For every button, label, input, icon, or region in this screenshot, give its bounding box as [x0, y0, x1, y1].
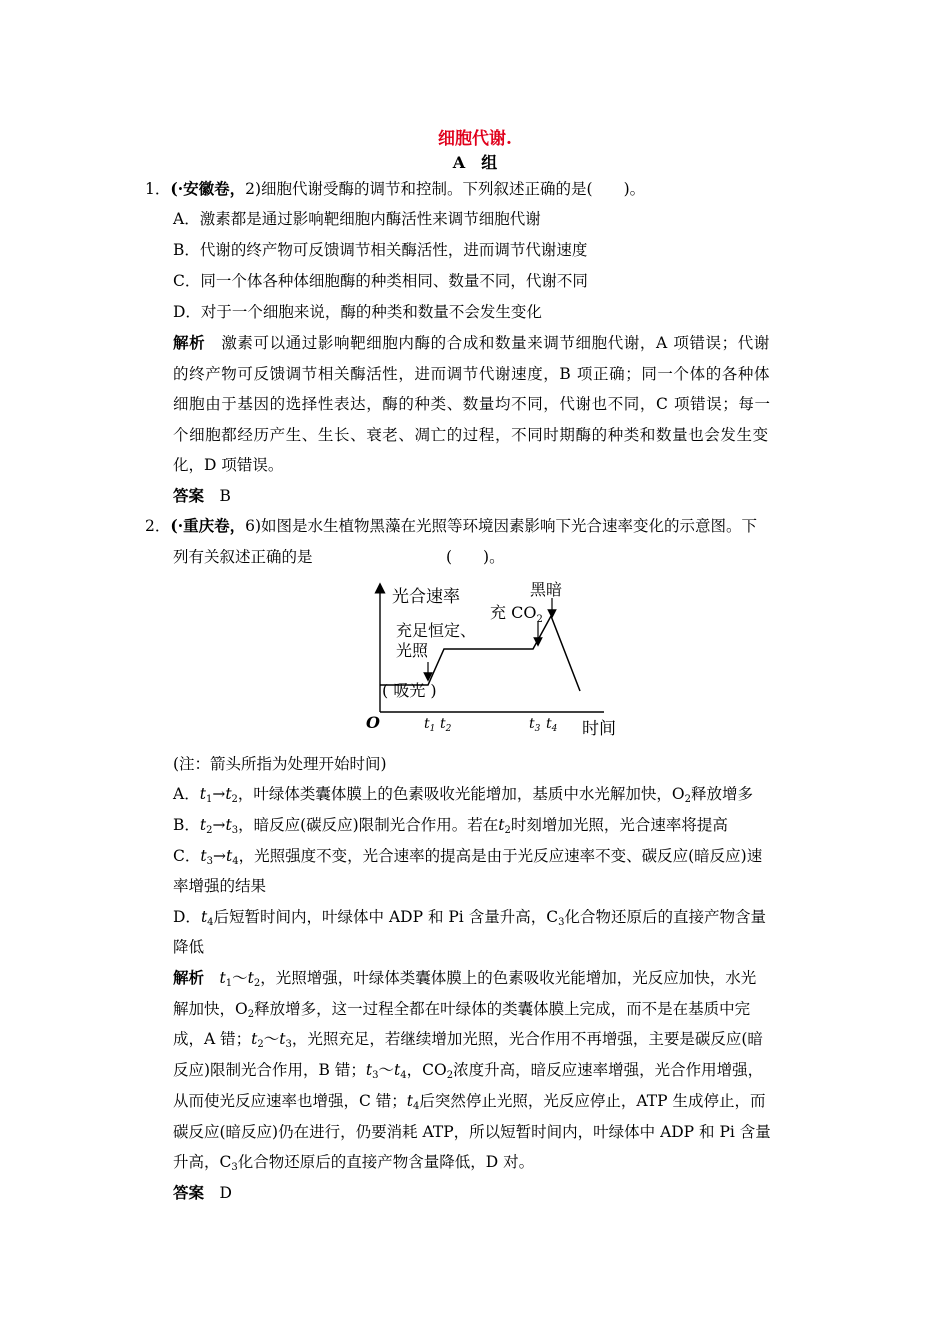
q1-option-d: D．对于一个细胞来说，酶的种类和数量不会发生变化	[173, 303, 542, 321]
q1-analysis-line2: 的终产物可反馈调节相关酶活性，进而调节代谢速度，B 项正确；同一个体的各种体	[173, 365, 771, 383]
q1-stem: 1．(·安徽卷，2)细胞代谢受酶的调节和控制。下列叙述正确的是( )。	[145, 179, 646, 198]
photosynthesis-rate-chart	[360, 578, 630, 743]
tick-t1: $t_1$	[424, 716, 436, 734]
q1-option-b: B．代谢的终产物可反馈调节相关酶活性，进而调节代谢速度	[173, 241, 588, 259]
tick-t2: $t_2$	[440, 716, 452, 734]
q2-stem-line1: 2．(·重庆卷，6)如图是水生植物黑藻在光照等环境因素影响下光合速率变化的示意图。下	[145, 516, 758, 535]
tick-t4: $t_4$	[546, 716, 558, 734]
q2-option-a: A．$t_1\to t_2$，叶绿体类囊体膜上的色素吸收光能增加，基质中水光解加快，$O_2$释放增多	[173, 785, 754, 805]
q2-option-d-line2: 降低	[173, 938, 205, 956]
annotation-co2: 充 $CO_2$	[490, 603, 543, 625]
x-axis-label: 时间	[582, 719, 616, 739]
q1-analysis-line3: 细胞由于基因的选择性表达，酶的种类、数量均不同，代谢也不同，C 项错误；每一	[173, 395, 771, 413]
q1-analysis-line5: 化，D 项错误。	[173, 456, 284, 474]
q2-answer-paren: ( )。	[446, 548, 505, 566]
q2-answer: 答案 D	[173, 1183, 232, 1202]
q2-analysis-line7: 升高，$C_3$化合物还原后的直接产物含量降低，D 对。	[173, 1153, 535, 1173]
q1-analysis-line1: 解析 激素可以通过影响靶细胞内酶的合成和数量来调节细胞代谢，A 项错误；代谢	[173, 333, 770, 352]
q2-stem-line2: 列有关叙述正确的是	[173, 548, 313, 566]
q2-analysis-line5: 从而使光反应速率也增强，C 错；$t_4$后突然停止光照，光反应停止，ATP 生成停止，而	[173, 1092, 766, 1112]
q2-analysis-line3: 成，A 错；$t_2\sim t_3$，光照充足，若继续增加光照，光合作用不再增强，主要是碳反应(暗	[173, 1030, 763, 1050]
q2-analysis-line2: 解加快，$O_2$释放增多，这一过程全都在叶绿体的类囊体膜上完成，而不是在基质中完	[173, 1000, 751, 1020]
tick-t3: $t_3$	[529, 716, 541, 734]
q2-note: (注：箭头所指为处理开始时间)	[173, 755, 387, 773]
q2-analysis-line1: 解析 $t_1\sim t_2$，光照增强，叶绿体类囊体膜上的色素吸收光能增加，光反应加快，水光	[173, 968, 757, 989]
q2-analysis-line6: 碳反应(暗反应)仍在进行，仍要消耗 ATP，所以短暂时间内，叶绿体中 ADP 和 Pi 含量	[173, 1123, 771, 1141]
page-title: 细胞代谢.	[438, 129, 512, 149]
q2-option-c-line2: 率增强的结果	[173, 877, 267, 895]
annotation-light-line1: 充足恒定、	[396, 621, 477, 640]
q2-option-d-line1: D．$t_4$后短暂时间内，叶绿体中 ADP 和 Pi 含量升高，$C_3$化合物还原后的直接产物含量	[173, 908, 766, 928]
origin-label: O	[366, 713, 380, 732]
q1-option-a: A．激素都是通过影响靶细胞内酶活性来调节细胞代谢	[173, 210, 541, 228]
q2-option-c-line1: C．$t_3\to t_4$，光照强度不变，光合速率的提高是由于光反应速率不变、碳反应(暗反应)速	[173, 847, 763, 867]
q2-analysis-line4: 反应)限制光合作用，B 错；$t_3\sim t_4$，$CO_2$浓度升高，暗反应速率增强，光合作用增强，	[173, 1061, 764, 1081]
annotation-absorb: ( 吸光 )	[382, 681, 437, 700]
q1-analysis-line4: 个细胞都经历产生、生长、衰老、凋亡的过程，不同时期酶的种类和数量也会发生变	[173, 426, 769, 444]
annotation-dark: 黑暗	[530, 580, 563, 599]
y-axis-label: 光合速率	[392, 587, 460, 607]
annotation-light-line2: 光照	[396, 641, 429, 660]
q2-option-b: B．$t_2\to t_3$，暗反应(碳反应)限制光合作用。若在$t_2$时刻增加光照，光合速率将提高	[173, 816, 728, 836]
group-heading: A 组	[452, 153, 498, 172]
q1-answer: 答案 B	[173, 486, 231, 505]
q1-option-c: C．同一个体各种体细胞酶的种类相同、数量不同，代谢不同	[173, 272, 588, 290]
